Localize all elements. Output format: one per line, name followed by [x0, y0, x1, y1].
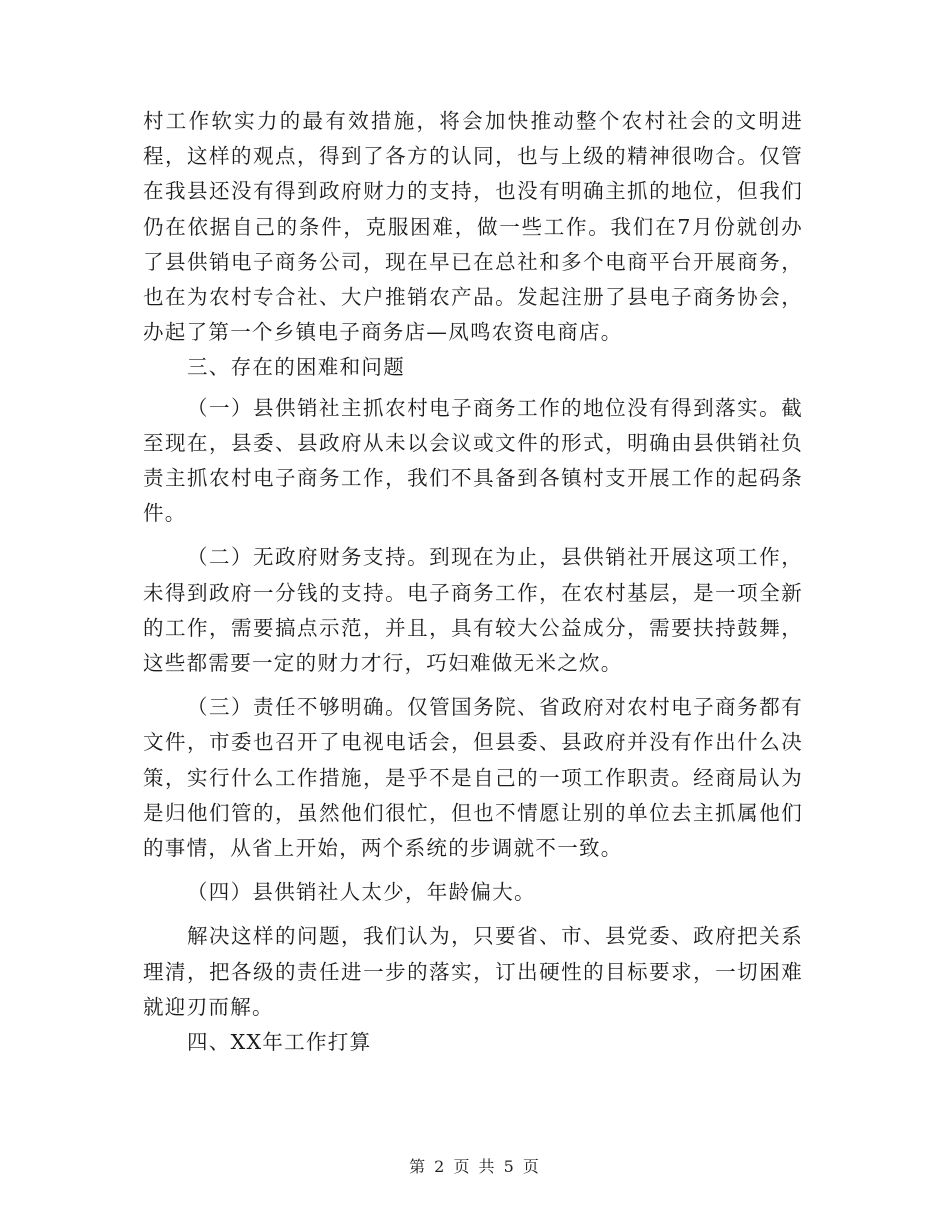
section-heading-plan: 四、XX年工作打算 — [187, 1030, 372, 1055]
page-number-footer: 第 2 页 共 5 页 — [409, 1157, 541, 1176]
paragraph-issue-3: （三）责任不够明确。仅管国务院、省政府对农村电子商务都有文件，市委也召开了电视电话会，但县委、县政府并没有作出什么决策，实行什么工作措施，是乎不是自己的一项工作职责。经商局认为是归他们管的，虽然他们很忙，但也不情愿让别的单位去主抓属他们的事情，从省上开始，两个系统的步调就不一致。 — [143, 695, 803, 861]
paragraph-solution: 解决这样的问题，我们认为，只要省、市、县党委、政府把关系理清，把各级的责任进一步的落实，订出硬性的目标要求，一切困难就迎刃而解。 — [143, 924, 803, 1019]
paragraph-issue-4: （四）县供销社人太少，年龄偏大。 — [187, 880, 536, 905]
paragraph-continuation: 村工作软实力的最有效措施，将会加快推动整个农村社会的文明进程，这样的观点，得到了各方的认同，也与上级的精神很吻合。仅管在我县还没有得到政府财力的支持，也没有明确主抓的地位，但我们仍在依据自己的条件，克服困难，做一些工作。我们在7月份就创办了县供销电子商务公司，现在早已在总社和多个电商平台开展商务，也在为农村专合社、大户推销农产品。发起注册了县电子商务协会，办起了第一个乡镇电子商务店—凤鸣农资电商店。 — [143, 109, 803, 345]
paragraph-issue-2: （二）无政府财务支持。到现在为止，县供销社开展这项工作，未得到政府一分钱的支持。电子商务工作，在农村基层，是一项全新的工作，需要搞点示范，并且，具有较大公益成分，需要扶持鼓舞，这些都需要一定的财力才行，巧妇难做无米之炊。 — [143, 545, 803, 676]
section-heading-difficulties: 三、存在的困难和问题 — [187, 355, 405, 380]
document-body — [143, 104, 803, 1060]
paragraph-issue-1: （一）县供销社主抓农村电子商务工作的地位没有得到落实。截至现在，县委、县政府从未以会议或文件的形式，明确由县供销社负责主抓农村电子商务工作，我们不具备到各镇村支开展工作的起码条件。 — [143, 395, 803, 526]
